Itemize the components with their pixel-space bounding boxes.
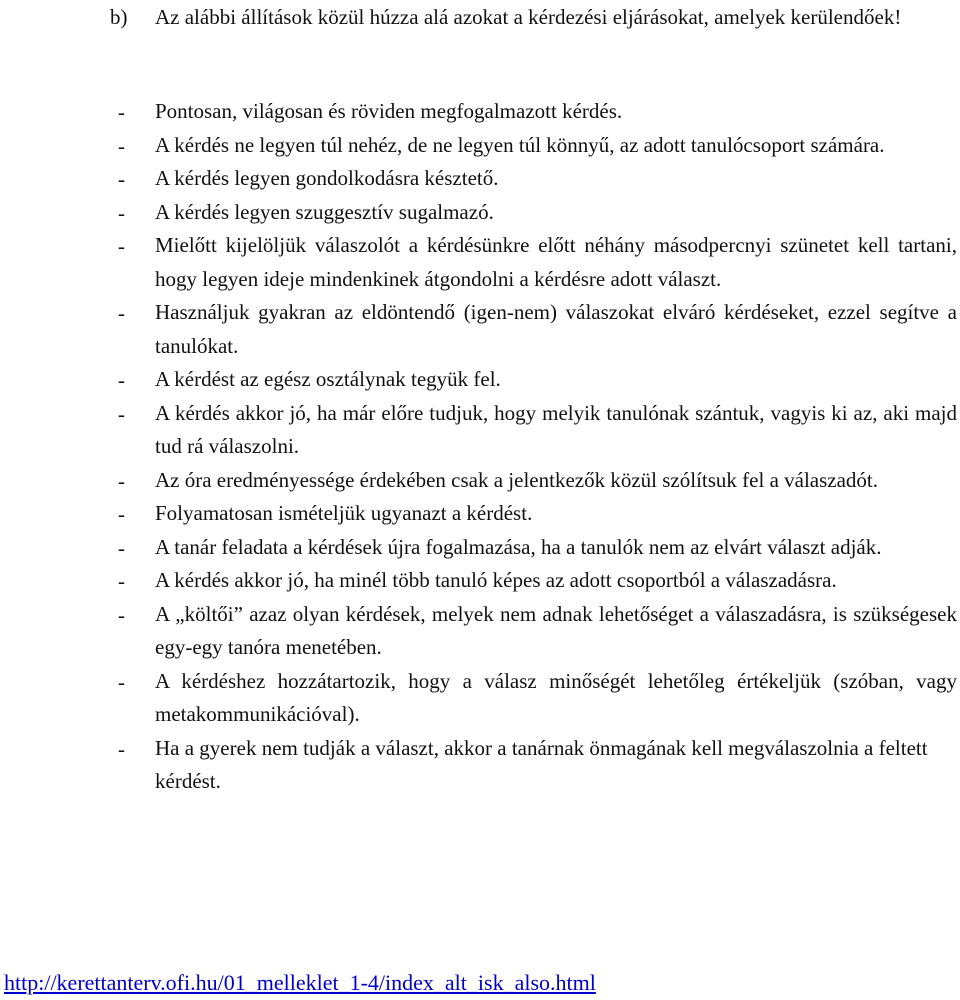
question-text: Az alábbi állítások közül húzza alá azokat a kérdezési eljárásokat, amelyek kerülendőek! — [155, 5, 902, 29]
list-dash: - — [118, 401, 125, 426]
statement-text: Az óra eredményessége érdekében csak a jelentkezők közül szólítsuk fel a válaszadót. — [155, 467, 879, 492]
question-label: b) — [110, 5, 128, 29]
list-dash: - — [118, 234, 125, 258]
statement-item — [0, 196, 960, 230]
list-dash: - — [118, 200, 125, 225]
statement-item — [0, 665, 960, 732]
statement-text: A kérdés legyen szuggesztív sugalmazó. — [155, 199, 494, 224]
list-dash: - — [118, 167, 125, 191]
list-dash: - — [118, 602, 125, 627]
list-dash: - — [118, 736, 125, 761]
source-link[interactable]: http://kerettanterv.ofi.hu/01_melleklet_1-4/index_alt_isk_also.html — [4, 970, 596, 995]
statement-text: A kérdést az egész osztálynak tegyük fel. — [155, 367, 501, 391]
statement-text: Használjuk gyakran az eldöntendő (igen-nem) válaszokat elváró kérdéseket, ezzel segítve a tanulókat. — [155, 300, 957, 358]
statement-text: A kérdés akkor jó, ha már előre tudjuk, hogy melyik tanulónak szántuk, vagyis ki az, aki majd tud rá válaszolni. — [155, 400, 957, 458]
statement-item — [0, 497, 960, 531]
list-dash: - — [118, 535, 125, 560]
statement-text: Ha a gyerek nem tudják a választ, akkor a tanárnak önmagának kell megválaszolnia a feltett kérdést. — [155, 735, 928, 793]
statement-text: A kérdés akkor jó, ha minél több tanuló képes az adott csoportból a válaszadásra. — [155, 568, 837, 592]
statement-item — [0, 598, 960, 665]
statement-text: Pontosan, világosan és röviden megfogalmazott kérdés. — [155, 99, 623, 123]
statement-text: A kérdés ne legyen túl nehéz, de ne legyen túl könnyű, az adott tanulócsoport számára. — [155, 132, 885, 157]
statement-item — [0, 296, 960, 363]
statement-item — [0, 229, 960, 296]
list-dash: - — [118, 569, 125, 593]
list-dash: - — [118, 301, 125, 325]
list-dash: - — [118, 502, 125, 526]
list-dash: - — [118, 368, 125, 392]
statement-item — [0, 95, 960, 129]
statement-item — [0, 162, 960, 196]
statement-text: Folyamatosan ismételjük ugyanazt a kérdést. — [155, 501, 533, 525]
statement-text: A tanár feladata a kérdések újra fogalmazása, ha a tanulók nem az elvárt választ adják. — [155, 534, 882, 559]
list-dash: - — [118, 669, 125, 694]
statement-text: A kérdés legyen gondolkodásra késztető. — [155, 166, 499, 190]
statement-item — [0, 464, 960, 498]
statement-item — [0, 564, 960, 598]
list-dash: - — [118, 133, 125, 158]
list-dash: - — [118, 468, 125, 493]
list-dash: - — [118, 100, 125, 124]
statement-item — [0, 732, 960, 799]
statement-text: Mielőtt kijelöljük válaszolót a kérdésünkre előtt néhány másodpercnyi szünetet kell tartani, hogy legyen ideje mindenkinek átgondolni a kérdésre adott választ. — [155, 233, 957, 291]
statement-text: A „költői” azaz olyan kérdések, melyek nem adnak lehetőséget a válaszadásra, is szükségesek egy-egy tanóra menetében. — [155, 601, 957, 659]
statement-item — [0, 363, 960, 397]
statement-item — [0, 129, 960, 163]
statement-list — [0, 95, 960, 799]
statement-item — [0, 531, 960, 565]
statement-item — [0, 397, 960, 464]
statement-text: A kérdéshez hozzátartozik, hogy a válasz minőségét lehetőleg értékeljük (szóban, vagy metakommunikációval). — [155, 668, 957, 726]
